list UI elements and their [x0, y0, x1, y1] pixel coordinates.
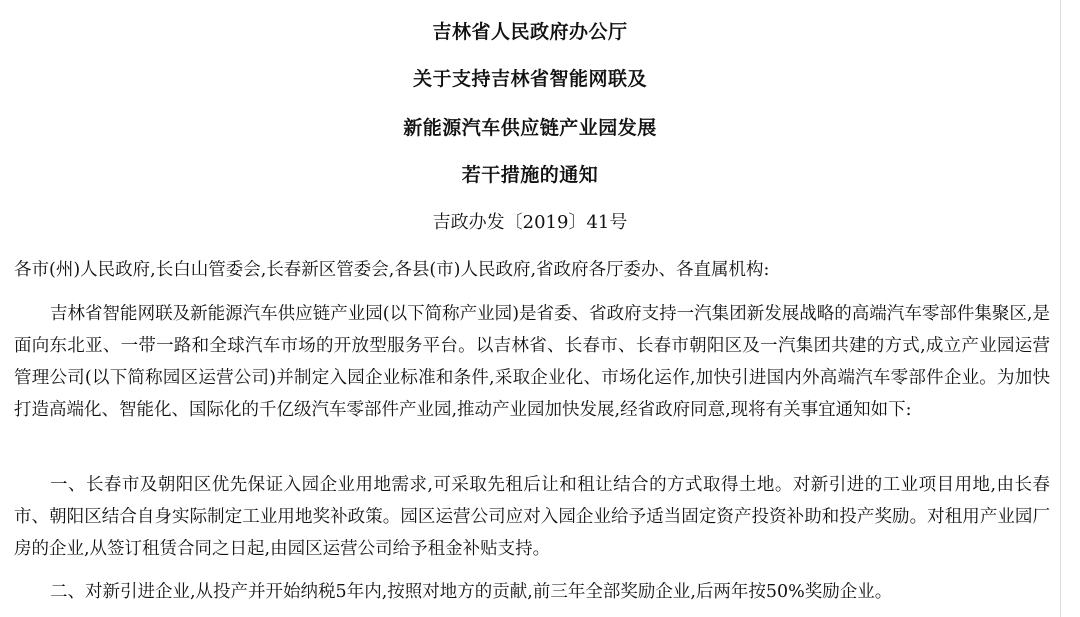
title-line-2: 新能源汽车供应链产业园发展 [403, 117, 657, 139]
intro-paragraph: 吉林省智能网联及新能源汽车供应链产业园(以下简称产业园)是省委、省政府支持一汽集团新发展战略的高端汽车零部件集聚区,是面向东北亚、一带一路和全球汽车市场的开放型服务平台。以吉林省、长春市、长春市朝阳区及一汽集团共建的方式,成立产业园运营管理公司(以下简称园区运营公司)并制定入园企业标准和条件,采取企业化、市场化运作,加快引进国内外高端汽车零部件企业。为加快打造高端化、智能化、国际化的千亿级汽车零部件产业园,推动产业园加快发展,经省政府同意,现将有关事宜通知如下: [14, 304, 1050, 420]
measure-paragraph-1: 一、长春市及朝阳区优先保证入园企业用地需求,可采取先租后让和租让结合的方式取得土地。对新引进的工业项目用地,由长春市、朝阳区结合自身实际制定工业用地奖补政策。园区运营公司应对入园企业给予适当固定资产投资补助和投产奖励。对租用产业园厂房的企业,从签订租赁合同之日起,由园区运营公司给予租金补贴支持。 [14, 475, 1050, 559]
measure-paragraph-2: 二、对新引进企业,从投产并开始纳税5年内,按照对地方的贡献,前三年全部奖励企业,后两年按50%奖励企业。 [50, 582, 893, 602]
document-number: 吉政办发〔2019〕41号 [432, 212, 628, 233]
issuer-heading: 吉林省人民政府办公厅 [432, 21, 628, 43]
page-edge-divider [1060, 0, 1061, 617]
title-line-3: 若干措施的通知 [461, 164, 599, 186]
addressee-line: 各市(州)人民政府,长白山管委会,长春新区管委会,各县(市)人民政府,省政府各厅委办、各直属机构: [14, 260, 770, 280]
title-line-1: 关于支持吉林省智能网联及 [412, 68, 647, 90]
